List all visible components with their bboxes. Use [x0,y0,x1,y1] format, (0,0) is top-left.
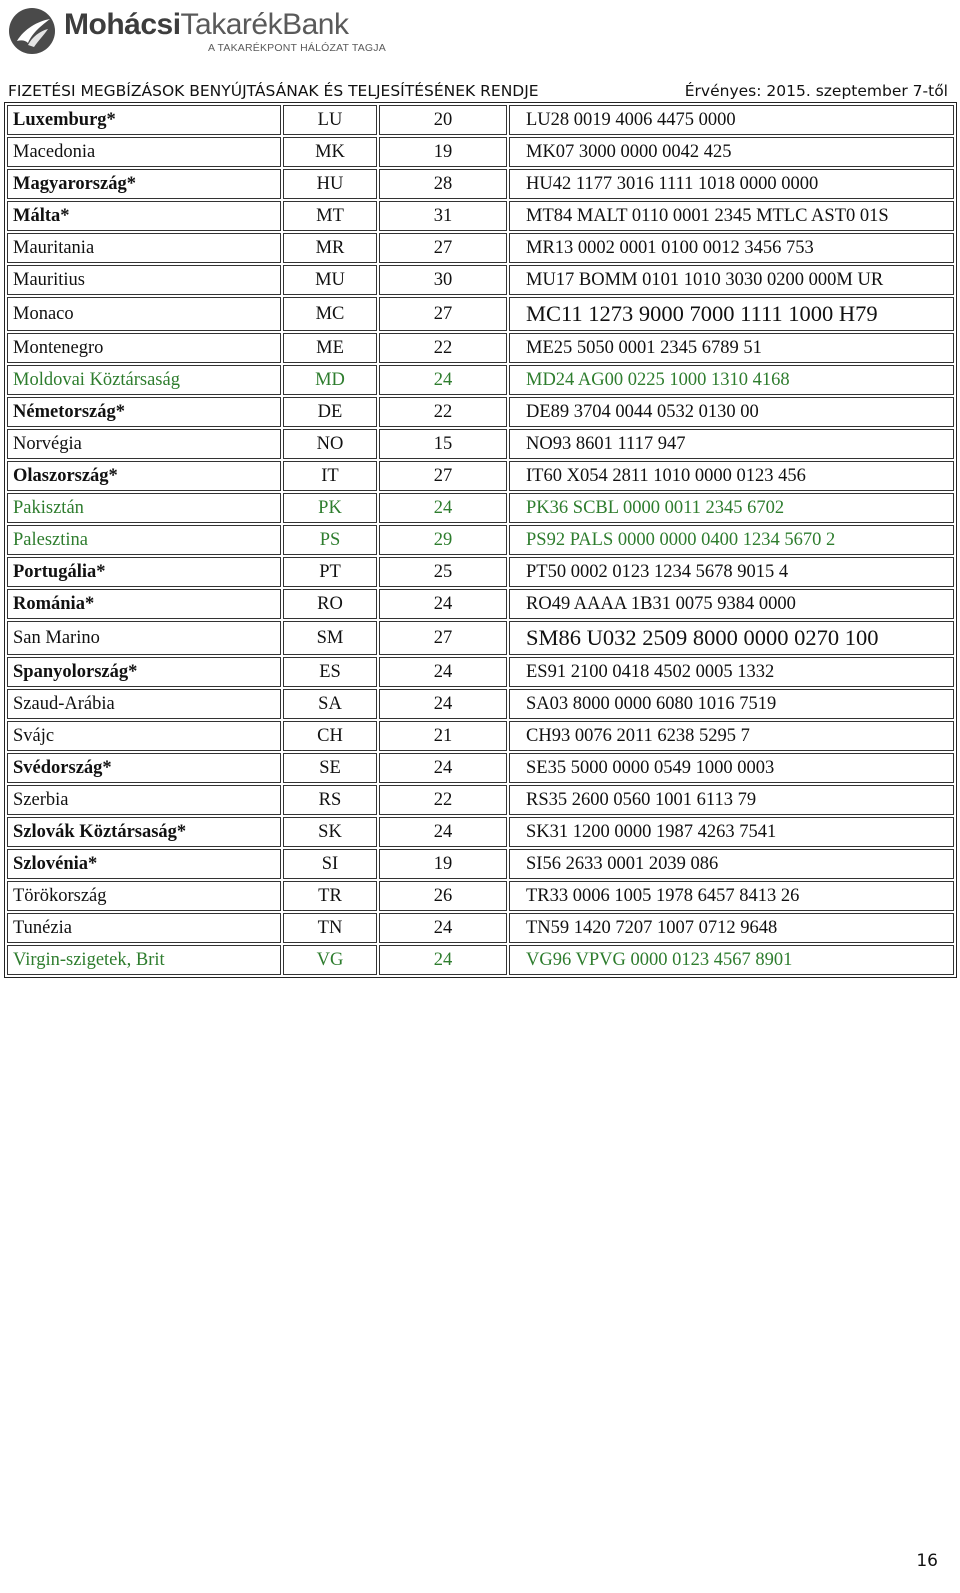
country-cell: San Marino [7,621,281,655]
country-code-cell: PT [283,557,377,587]
iban-length-cell: 25 [379,557,507,587]
iban-length-cell: 22 [379,785,507,815]
iban-example-cell: PT50 0002 0123 1234 5678 9015 4 [509,557,954,587]
country-cell: Tunézia [7,913,281,943]
iban-length-cell: 19 [379,849,507,879]
iban-example-cell: NO93 8601 1117 947 [509,429,954,459]
country-code-cell: SI [283,849,377,879]
iban-example-cell: SK31 1200 0000 1987 4263 7541 [509,817,954,847]
country-code-cell: SA [283,689,377,719]
document-title: FIZETÉSI MEGBÍZÁSOK BENYÚJTÁSÁNAK ÉS TELJESÍTÉSÉNEK RENDJE [8,82,539,100]
iban-example-cell: ES91 2100 0418 4502 0005 1332 [509,657,954,687]
iban-length-cell: 22 [379,397,507,427]
brand-name-light: TakarékBank [180,8,349,41]
table-row [7,689,954,719]
country-cell: Szlovák Köztársaság* [7,817,281,847]
validity-date: Érvényes: 2015. szeptember 7-től [684,82,948,100]
country-code-cell: PK [283,493,377,523]
iban-length-cell: 22 [379,333,507,363]
iban-length-cell: 27 [379,461,507,491]
country-cell: Moldovai Köztársaság [7,365,281,395]
country-code-cell: CH [283,721,377,751]
country-cell: Portugália* [7,557,281,587]
iban-example-cell: SI56 2633 0001 2039 086 [509,849,954,879]
country-cell: Norvégia [7,429,281,459]
iban-example-cell: PS92 PALS 0000 0000 0400 1234 5670 2 [509,525,954,555]
table-row [7,397,954,427]
country-code-cell: LU [283,105,377,135]
bank-emblem-icon [8,7,56,55]
country-code-cell: PS [283,525,377,555]
country-cell: Mauritania [7,233,281,263]
iban-example-cell: SA03 8000 0000 6080 1016 7519 [509,689,954,719]
iban-example-cell: SE35 5000 0000 0549 1000 0003 [509,753,954,783]
iban-length-cell: 20 [379,105,507,135]
iban-length-cell: 24 [379,365,507,395]
table-row [7,849,954,879]
iban-example-cell: MC11 1273 9000 7000 1111 1000 H79 [509,297,954,331]
iban-length-cell: 24 [379,817,507,847]
iban-length-cell: 30 [379,265,507,295]
country-cell: Szlovénia* [7,849,281,879]
country-code-cell: RS [283,785,377,815]
iban-example-cell: TR33 0006 1005 1978 6457 8413 26 [509,881,954,911]
country-code-cell: IT [283,461,377,491]
iban-example-cell: PK36 SCBL 0000 0011 2345 6702 [509,493,954,523]
table-row [7,297,954,331]
country-code-cell: SK [283,817,377,847]
iban-example-cell: RO49 AAAA 1B31 0075 9384 0000 [509,589,954,619]
country-cell: Szaud-Arábia [7,689,281,719]
iban-length-cell: 31 [379,201,507,231]
country-cell: Montenegro [7,333,281,363]
iban-length-cell: 24 [379,689,507,719]
country-cell: Macedonia [7,137,281,167]
iban-example-cell: RS35 2600 0560 1001 6113 79 [509,785,954,815]
country-code-cell: MT [283,201,377,231]
country-cell: Románia* [7,589,281,619]
table-row [7,105,954,135]
iban-length-cell: 19 [379,137,507,167]
country-code-cell: MR [283,233,377,263]
table-row [7,721,954,751]
country-cell: Palesztina [7,525,281,555]
country-code-cell: TN [283,913,377,943]
iban-example-cell: MD24 AG00 0225 1000 1310 4168 [509,365,954,395]
iban-length-cell: 21 [379,721,507,751]
country-code-cell: SM [283,621,377,655]
country-cell: Pakisztán [7,493,281,523]
iban-length-cell: 29 [379,525,507,555]
table-row [7,785,954,815]
table-row [7,201,954,231]
iban-length-cell: 27 [379,297,507,331]
table-row [7,493,954,523]
iban-length-cell: 24 [379,753,507,783]
table-row [7,945,954,975]
country-code-cell: DE [283,397,377,427]
iban-length-cell: 26 [379,881,507,911]
table-row [7,589,954,619]
country-cell: Svédország* [7,753,281,783]
document-header [8,82,948,102]
country-code-cell: VG [283,945,377,975]
country-cell: Luxemburg* [7,105,281,135]
iban-example-cell: MT84 MALT 0110 0001 2345 MTLC AST0 01S [509,201,954,231]
iban-example-cell: HU42 1177 3016 1111 1018 0000 0000 [509,169,954,199]
iban-example-cell: CH93 0076 2011 6238 5295 7 [509,721,954,751]
iban-table-body [7,105,954,975]
country-code-cell: NO [283,429,377,459]
country-code-cell: MD [283,365,377,395]
iban-length-cell: 24 [379,913,507,943]
country-cell: Magyarország* [7,169,281,199]
country-code-cell: MU [283,265,377,295]
iban-length-cell: 28 [379,169,507,199]
country-code-cell: ME [283,333,377,363]
country-code-cell: TR [283,881,377,911]
table-row [7,881,954,911]
country-cell: Szerbia [7,785,281,815]
iban-length-cell: 15 [379,429,507,459]
iban-example-cell: TN59 1420 7207 1007 0712 9648 [509,913,954,943]
iban-example-cell: ME25 5050 0001 2345 6789 51 [509,333,954,363]
table-row [7,913,954,943]
country-code-cell: MK [283,137,377,167]
bank-logo [8,4,386,58]
iban-example-cell: DE89 3704 0044 0532 0130 00 [509,397,954,427]
iban-example-cell: LU28 0019 4006 4475 0000 [509,105,954,135]
bank-logo-text [64,8,348,42]
country-cell: Törökország [7,881,281,911]
iban-example-cell: MU17 BOMM 0101 1010 3030 0200 000M UR [509,265,954,295]
iban-example-cell: MR13 0002 0001 0100 0012 3456 753 [509,233,954,263]
table-row [7,365,954,395]
table-row [7,137,954,167]
table-row [7,233,954,263]
country-cell: Németország* [7,397,281,427]
country-code-cell: MC [283,297,377,331]
country-cell: Mauritius [7,265,281,295]
iban-length-cell: 24 [379,589,507,619]
iban-length-cell: 24 [379,493,507,523]
table-row [7,753,954,783]
iban-example-cell: MK07 3000 0000 0042 425 [509,137,954,167]
table-row [7,525,954,555]
country-code-cell: SE [283,753,377,783]
table-row [7,557,954,587]
country-code-cell: RO [283,589,377,619]
table-row [7,461,954,491]
iban-example-cell: VG96 VPVG 0000 0123 4567 8901 [509,945,954,975]
country-code-cell: ES [283,657,377,687]
country-cell: Virgin-szigetek, Brit [7,945,281,975]
brand-name-bold: Mohácsi [64,8,181,41]
country-cell: Olaszország* [7,461,281,491]
table-row [7,657,954,687]
country-code-cell: HU [283,169,377,199]
iban-table [4,102,957,978]
table-row [7,817,954,847]
iban-example-cell: SM86 U032 2509 8000 0000 0270 100 [509,621,954,655]
table-row [7,621,954,655]
country-cell: Málta* [7,201,281,231]
table-row [7,169,954,199]
iban-length-cell: 24 [379,657,507,687]
country-cell: Monaco [7,297,281,331]
iban-example-cell: IT60 X054 2811 1010 0000 0123 456 [509,461,954,491]
brand-tagline: A TAKARÉKPONT HÁLÓZAT TAGJA [208,42,386,54]
iban-length-cell: 27 [379,621,507,655]
country-cell: Svájc [7,721,281,751]
table-row [7,333,954,363]
page-number: 16 [916,1551,938,1571]
iban-length-cell: 27 [379,233,507,263]
country-cell: Spanyolország* [7,657,281,687]
table-row [7,429,954,459]
iban-length-cell: 24 [379,945,507,975]
table-row [7,265,954,295]
